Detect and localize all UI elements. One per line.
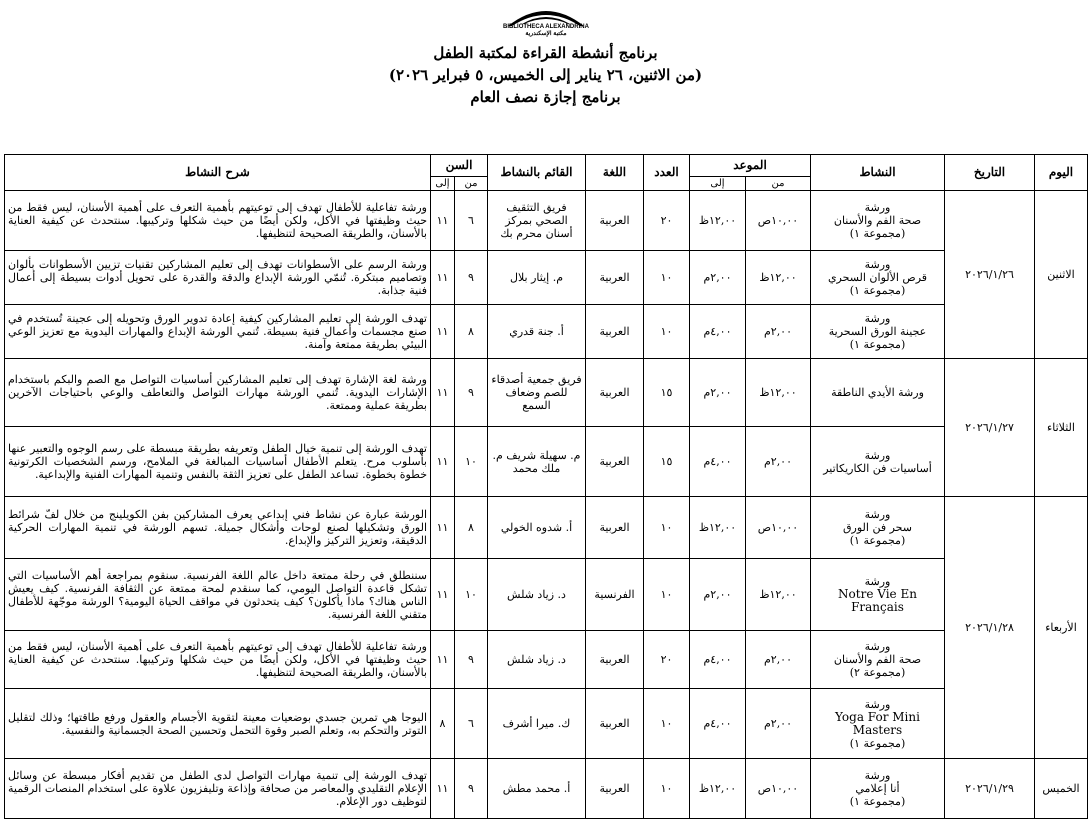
date-cell: ٢٠٢٦/١/٢٨ <box>945 497 1035 759</box>
age-to-cell: ١١ <box>431 251 455 305</box>
activity-cell <box>811 305 945 359</box>
age-to-cell: ١١ <box>431 631 455 689</box>
page-title-block <box>0 42 1091 108</box>
language-cell: الفرنسية <box>586 559 644 631</box>
header-age-from: من <box>455 177 488 191</box>
activity-cell <box>811 559 945 631</box>
activity-cell <box>811 759 945 819</box>
header-time-from: من <box>746 177 811 191</box>
description-cell: ورشة الرسم على الأسطوانات تهدف إلى تعليم المشاركين تقنيات تزيين الأسطوانات بألوان وتصاميم مبتكرة. تُنمّي الورشة الإبداع والدقة والقدرة على تحويل أدوات بسيطة إلى أعمال فنية جذابة. <box>5 251 431 305</box>
presenter-cell: فريق جمعية أصدقاء للصم وضعاف السمع <box>488 359 586 427</box>
presenter-cell: فريق التثقيف الصحي بمركز أسنان محرم بك <box>488 191 586 251</box>
age-to-cell: ١١ <box>431 191 455 251</box>
header-time-to: إلى <box>690 177 746 191</box>
age-from-cell: ١٠ <box>455 559 488 631</box>
activity-line: ورشة <box>864 575 891 588</box>
count-cell: ١٥ <box>644 427 690 497</box>
language-cell: العربية <box>586 497 644 559</box>
activity-cell <box>811 427 945 497</box>
activity-cell <box>811 251 945 305</box>
table-row <box>5 559 1088 631</box>
header-activity: النشاط <box>811 155 945 191</box>
activity-line: (مجموعة ١) <box>849 227 906 240</box>
description-cell: ورشة لغة الإشارة تهدف إلى تعليم المشاركين أساسيات التواصل مع الصم والبكم باستخدام الإشارات اليدوية. تُنمي الورشة مهارات التواصل والتعاطف والوعي باحتياجات الآخرين بطريقة عملية وممتعة. <box>5 359 431 427</box>
time-to-cell: ٢,٠٠م <box>690 559 746 631</box>
activity-line: سحر فن الورق <box>843 521 912 534</box>
presenter-cell: د. زياد شلش <box>488 631 586 689</box>
time-from-cell: ١٢,٠٠ظ <box>746 559 811 631</box>
activity-line: ورشة <box>864 697 891 711</box>
day-cell: الاثنين <box>1035 191 1088 359</box>
count-cell: ١٠ <box>644 559 690 631</box>
activity-line: قرص الألوان السحري <box>827 271 928 284</box>
table-row <box>5 191 1088 251</box>
header-presenter: القائم بالنشاط <box>488 155 586 191</box>
header-age: السن <box>431 155 488 177</box>
table-row <box>5 689 1088 759</box>
activity-line: (مجموعة ١) <box>849 736 906 750</box>
header-age-to: إلى <box>431 177 455 191</box>
date-cell: ٢٠٢٦/١/٢٦ <box>945 191 1035 359</box>
description-cell: تهدف الورشة إلى تعليم المشاركين كيفية إعادة تدوير الورق وتحويله إلى عجينة تُستخدم في صنع مجسمات وأعمال فنية بسيطة. تُنمي الورشة الإبداع والمهارات اليدوية مع تعزيز الوعي البيئي بطريقة ممتعة وآمنة. <box>5 305 431 359</box>
time-to-cell: ١٢,٠٠ظ <box>690 191 746 251</box>
count-cell: ١٠ <box>644 497 690 559</box>
date-cell: ٢٠٢٦/١/٢٩ <box>945 759 1035 819</box>
age-from-cell: ٩ <box>455 251 488 305</box>
presenter-cell: أ. محمد مطش <box>488 759 586 819</box>
title-line-1: برنامج أنشطة القراءة لمكتبة الطفل <box>433 44 658 62</box>
table-row <box>5 305 1088 359</box>
age-from-cell: ٩ <box>455 359 488 427</box>
activity-line: صحة الفم والأسنان <box>833 653 922 666</box>
header-date: التاريخ <box>945 155 1035 191</box>
language-cell: العربية <box>586 689 644 759</box>
activity-cell <box>811 689 945 759</box>
activity-cell <box>811 359 945 427</box>
activity-line: Yoga For Mini Masters <box>835 709 920 737</box>
activity-line: ورشة الأيدي الناطقة <box>831 386 924 399</box>
table-row <box>5 631 1088 689</box>
language-cell: العربية <box>586 251 644 305</box>
age-from-cell: ٨ <box>455 497 488 559</box>
count-cell: ١٠ <box>644 305 690 359</box>
table-row <box>5 251 1088 305</box>
language-cell: العربية <box>586 359 644 427</box>
time-to-cell: ٤,٠٠م <box>690 427 746 497</box>
time-to-cell: ٢,٠٠م <box>690 251 746 305</box>
description-cell: تهدف الورشة إلى تنمية خيال الطفل وتعريفه بطريقة مبسطة على رسم الوجوه والتعبير عنها بأسلوب مرح. يتعلم الأطفال أساسيات المبالغة في الملامح، ورسم الشخصيات الكرتونية خطوة بخطوة. تساعد الطفل على تعزيز الثقة بالنفس وتنمية المهارات الفنية والإبداعية. <box>5 427 431 497</box>
activity-line: ورشة <box>864 312 891 325</box>
time-to-cell: ١٢,٠٠ظ <box>690 759 746 819</box>
activity-line: ورشة <box>864 448 891 462</box>
count-cell: ١٠ <box>644 759 690 819</box>
day-cell: الأربعاء <box>1035 497 1088 759</box>
table-row <box>5 359 1088 427</box>
activity-line: ورشة <box>864 258 891 271</box>
activity-line: (مجموعة ١) <box>849 284 906 297</box>
age-to-cell: ١١ <box>431 759 455 819</box>
description-cell: ورشة تفاعلية للأطفال تهدف إلى توعيتهم بأهمية التعرف على أهمية الأسنان، ليس فقط من حيث وظيفتها في الأكل، ولكن أيضًا من حيث شكلها وتركيبها. سنتحدث عن كيفية العناية بالأسنان، والطريقة الصحيحة لتنظيفها. <box>5 631 431 689</box>
presenter-cell: أ. شدوه الخولي <box>488 497 586 559</box>
day-cell: الثلاثاء <box>1035 359 1088 497</box>
language-cell: العربية <box>586 427 644 497</box>
time-from-cell: ١٢,٠٠ظ <box>746 251 811 305</box>
count-cell: ١٠ <box>644 251 690 305</box>
presenter-cell: م. إيثار بلال <box>488 251 586 305</box>
age-from-cell: ٩ <box>455 631 488 689</box>
description-cell: الورشة عبارة عن نشاط فني إبداعي يعرف المشاركين بفن الكويلينج من خلال لفّ شرائط الورق وتشكيلها لصنع لوحات وأشكال جميلة. تسهم الورشة في تنمية المهارات الحركية الدقيقة، وتعزيز التركيز والإبداع. <box>5 497 431 559</box>
activity-line: ورشة <box>864 201 891 214</box>
age-from-cell: ٦ <box>455 689 488 759</box>
time-from-cell: ١٠,٠٠ص <box>746 759 811 819</box>
language-cell: العربية <box>586 759 644 819</box>
age-to-cell: ١١ <box>431 305 455 359</box>
table-row <box>5 497 1088 559</box>
age-from-cell: ١٠ <box>455 427 488 497</box>
description-cell: اليوجا هي تمرين جسدي بوضعيات معينة لتقوية الأجسام والعقول ورفع طاقتها؛ وذلك لتقليل التوتر والتحكم به، وتعلم الصبر وقوة التحمل وتحسين الصحة الجسمانية والنفسية. <box>5 689 431 759</box>
time-to-cell: ٢,٠٠م <box>690 359 746 427</box>
activity-line: أساسيات فن الكاريكاتير <box>823 461 932 475</box>
time-from-cell: ٢,٠٠م <box>746 427 811 497</box>
age-to-cell: ٨ <box>431 689 455 759</box>
time-from-cell: ١٠,٠٠ص <box>746 497 811 559</box>
time-from-cell: ١٢,٠٠ظ <box>746 359 811 427</box>
logo-text: BIBLIOTHECA ALEXANDRINA مكتبة الإسكندرية <box>503 24 589 37</box>
time-from-cell: ٢,٠٠م <box>746 689 811 759</box>
schedule-table <box>4 154 1088 819</box>
day-cell: الخميس <box>1035 759 1088 819</box>
table-row <box>5 427 1088 497</box>
presenter-cell: د. زياد شلش <box>488 559 586 631</box>
description-cell: سننطلق في رحلة ممتعة داخل عالم اللغة الفرنسية. سنقوم بمراجعة أهم الأساسيات التي تشكل قاعدة التواصل اليومي، كما سنقدم لمحة ممتعة عن الثقافة الفرنسية. كيف يعيش الناس هناك؟ ماذا يأكلون؟ كيف يتحدثون في مواقف الحياة اليومية؟ الورشة موجّهة للأطفال متقني اللغة الفرنسية. <box>5 559 431 631</box>
header-time: الموعد <box>690 155 811 177</box>
count-cell: ١٥ <box>644 359 690 427</box>
title-line-2: (من الاثنين، ٢٦ يناير إلى الخميس، ٥ فبراير ٢٠٢٦) <box>388 66 703 84</box>
activity-line: (مجموعة ١) <box>849 795 906 808</box>
title-line-3: برنامج إجازة نصف العام <box>470 88 621 106</box>
time-from-cell: ١٠,٠٠ص <box>746 191 811 251</box>
header-count: العدد <box>644 155 690 191</box>
age-to-cell: ١١ <box>431 359 455 427</box>
activity-line: ورشة <box>864 769 891 782</box>
activity-cell <box>811 631 945 689</box>
activity-cell <box>811 191 945 251</box>
header-language: اللغة <box>586 155 644 191</box>
presenter-cell: ك. ميرا أشرف <box>488 689 586 759</box>
age-from-cell: ٩ <box>455 759 488 819</box>
age-to-cell: ١١ <box>431 497 455 559</box>
header-day: اليوم <box>1035 155 1088 191</box>
activity-line: Notre Vie En Français <box>838 587 917 614</box>
activity-line: صحة الفم والأسنان <box>833 214 922 227</box>
count-cell: ٢٠ <box>644 631 690 689</box>
count-cell: ٢٠ <box>644 191 690 251</box>
time-to-cell: ٤,٠٠م <box>690 305 746 359</box>
activity-line: أنا إعلامي <box>855 782 900 795</box>
time-to-cell: ١٢,٠٠ظ <box>690 497 746 559</box>
time-to-cell: ٤,٠٠م <box>690 689 746 759</box>
time-to-cell: ٤,٠٠م <box>690 631 746 689</box>
activity-line: (مجموعة ١) <box>849 534 906 547</box>
age-to-cell: ١١ <box>431 559 455 631</box>
header-description: شرح النشاط <box>5 155 431 191</box>
time-from-cell: ٢,٠٠م <box>746 305 811 359</box>
description-cell: ورشة تفاعلية للأطفال تهدف إلى توعيتهم بأهمية التعرف على أهمية الأسنان، ليس فقط من حيث وظيفتها في الأكل، ولكن أيضًا من حيث شكلها وتركيبها. سنتحدث عن كيفية العناية بالأسنان، والطريقة الصحيحة لتنظيفها. <box>5 191 431 251</box>
activity-line: عجينة الورق السحرية <box>828 325 927 338</box>
language-cell: العربية <box>586 191 644 251</box>
age-from-cell: ٨ <box>455 305 488 359</box>
time-from-cell: ٢,٠٠م <box>746 631 811 689</box>
table-row <box>5 759 1088 819</box>
description-cell: تهدف الورشة إلى تنمية مهارات التواصل لدى الطفل من تقديم أفكار مبسطة عن وسائل الإعلام التقليدي والمعاصر من صحافة وإذاعة وتليفزيون علاوة على استخدام المنصات الرقمية لتوظيف دور الإعلام. <box>5 759 431 819</box>
age-to-cell: ١١ <box>431 427 455 497</box>
language-cell: العربية <box>586 305 644 359</box>
date-cell: ٢٠٢٦/١/٢٧ <box>945 359 1035 497</box>
language-cell: العربية <box>586 631 644 689</box>
activity-line: (مجموعة ٢) <box>849 666 906 679</box>
age-from-cell: ٦ <box>455 191 488 251</box>
activity-cell <box>811 497 945 559</box>
activity-line: ورشة <box>864 640 891 653</box>
presenter-cell: م. سهيلة شريف م. ملك محمد <box>488 427 586 497</box>
count-cell: ١٠ <box>644 689 690 759</box>
activity-line: ورشة <box>864 508 891 521</box>
activity-line: (مجموعة ١) <box>849 338 906 351</box>
presenter-cell: أ. جنة قدري <box>488 305 586 359</box>
